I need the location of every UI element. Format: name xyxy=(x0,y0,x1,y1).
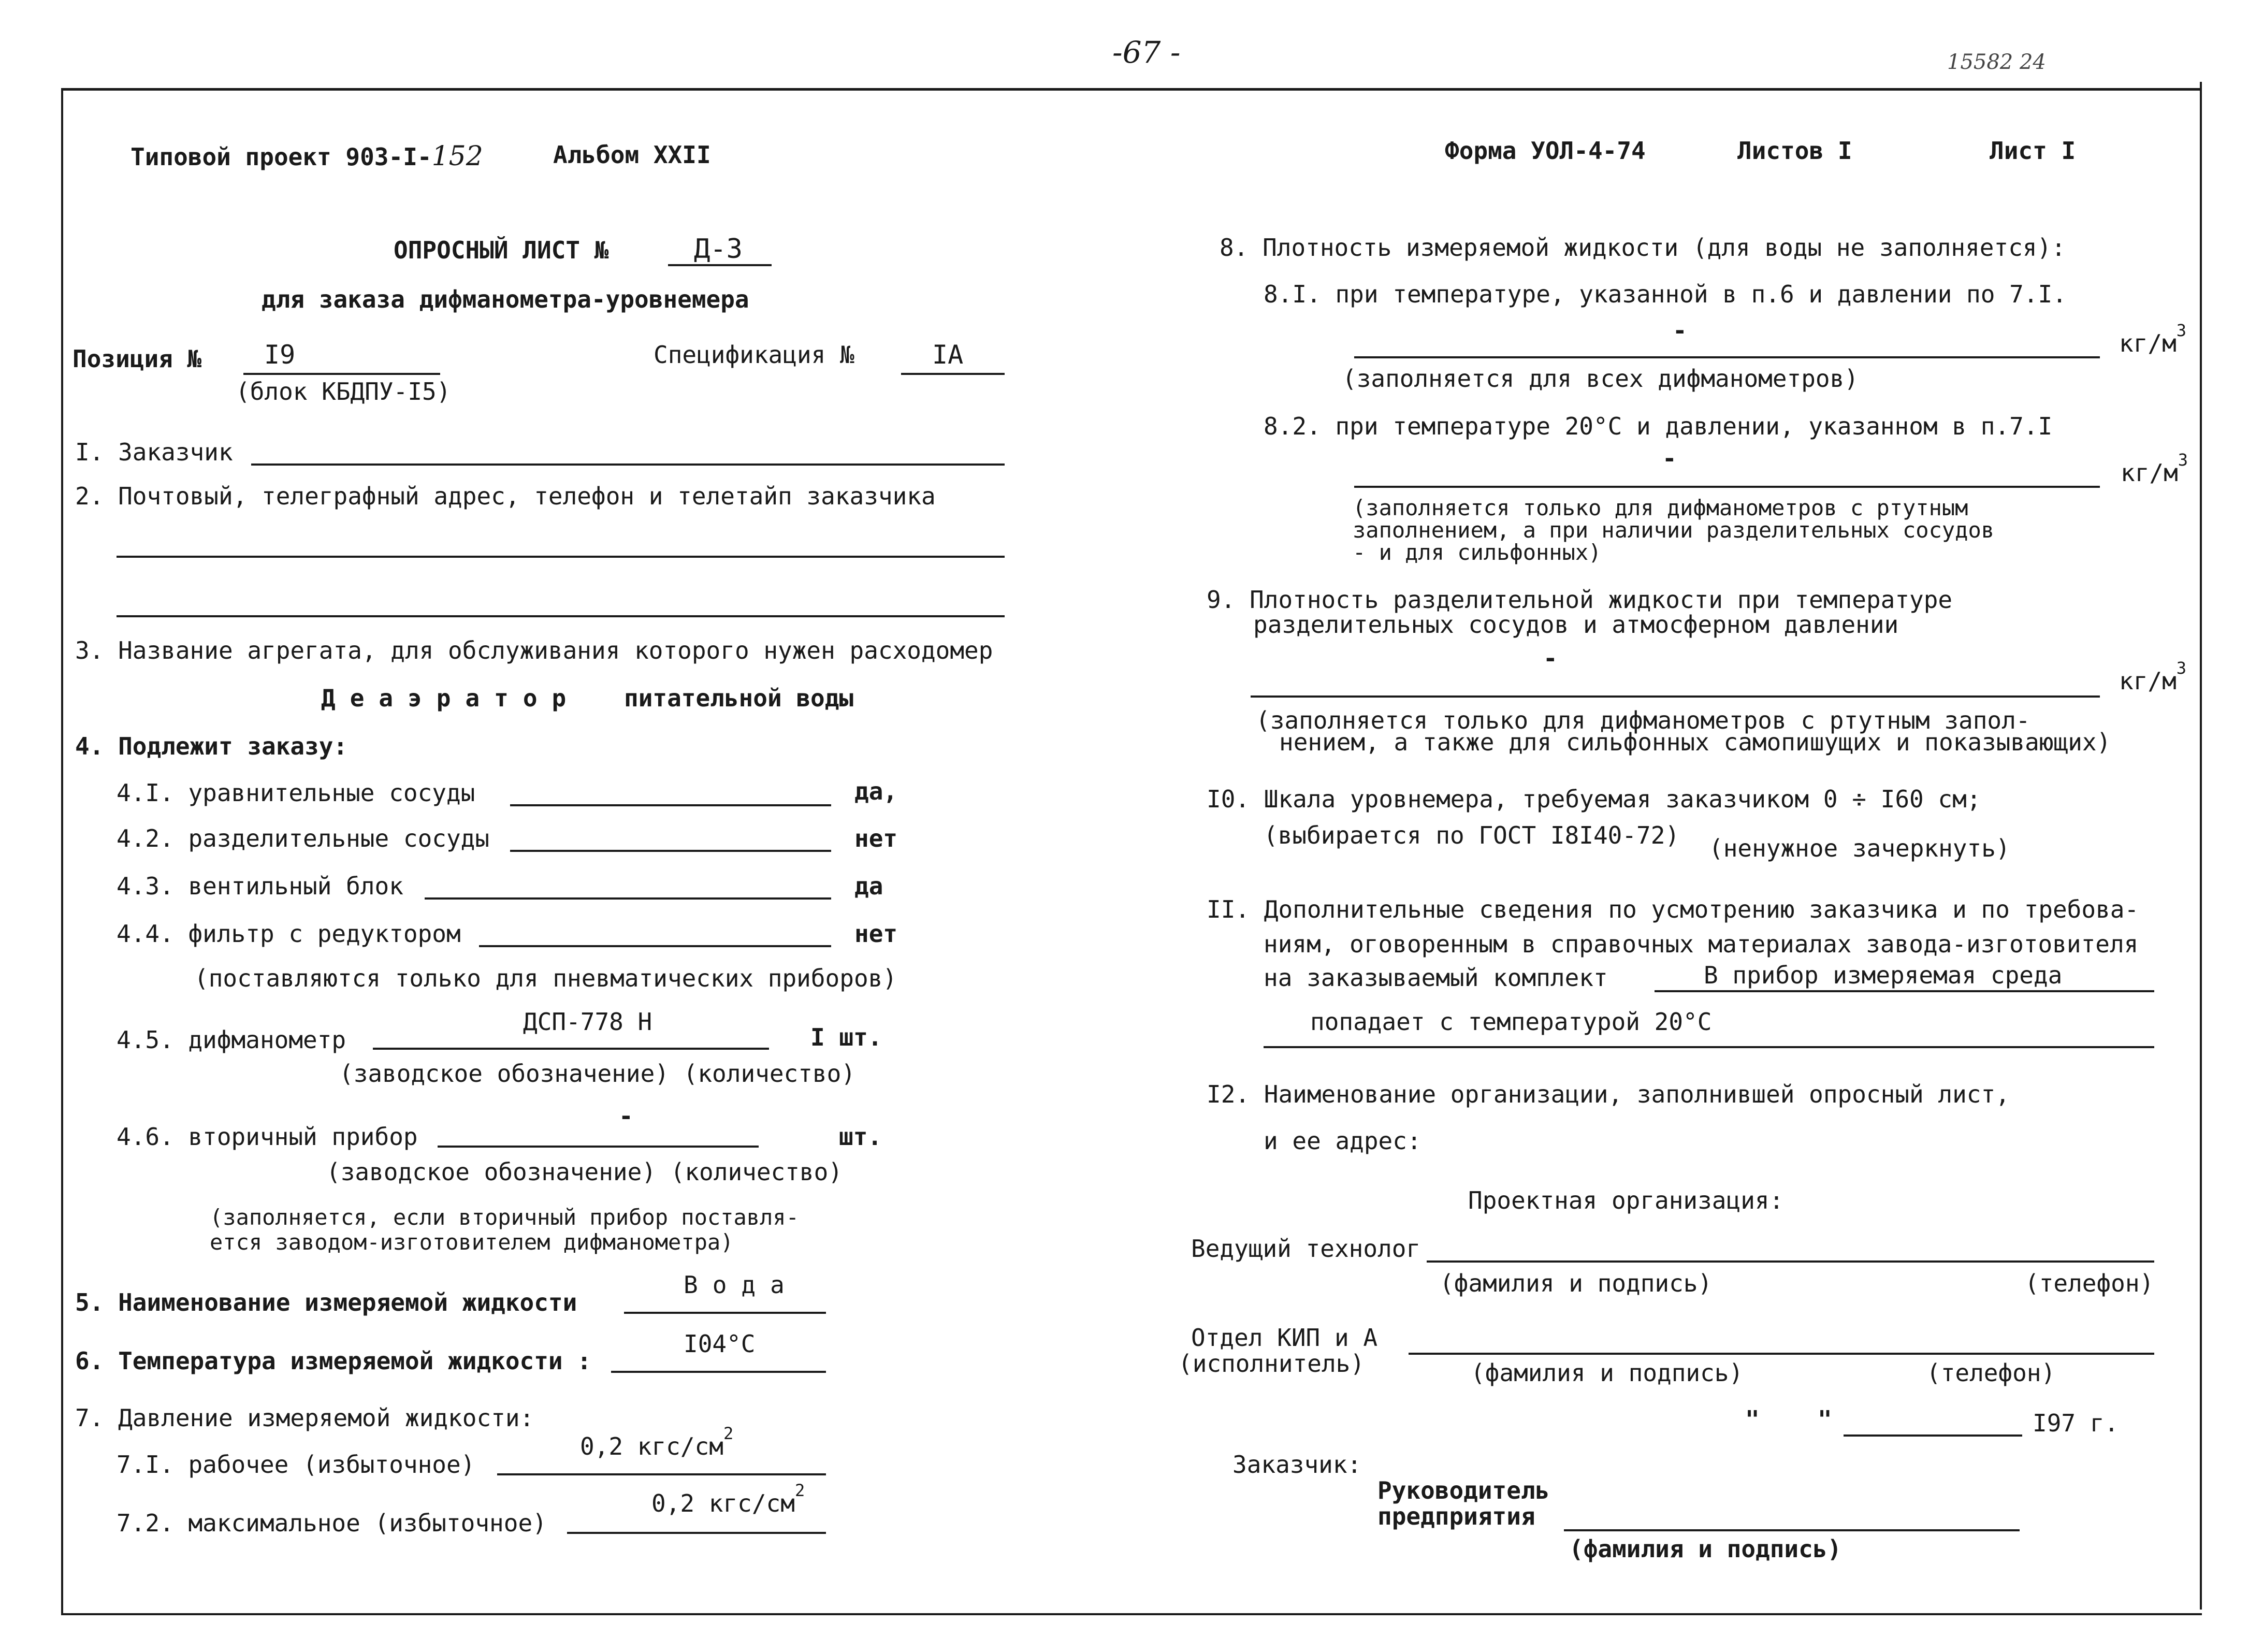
item-2-label: 2. Почтовый, телеграфный адрес, телефон и телетайп заказчика xyxy=(75,482,936,510)
item-4-6-note-1: (заполняется, если вторичный прибор поставля- xyxy=(210,1205,799,1230)
dept-line xyxy=(1409,1353,2154,1355)
item-5-line xyxy=(624,1312,826,1314)
item-4-5-label: 4.5. дифманометр xyxy=(117,1026,346,1054)
item-4-1-line xyxy=(510,804,831,806)
item-9-line xyxy=(1251,695,2100,698)
form-subtitle: для заказа дифманометра-уровнемера xyxy=(262,285,749,313)
item-6-line xyxy=(611,1371,826,1373)
item-4-6-value: - xyxy=(619,1102,633,1130)
item-4-2-label: 4.2. разделительные сосуды xyxy=(117,824,490,852)
item-8-2-value: - xyxy=(1662,444,1677,472)
item-7-2-line xyxy=(567,1532,826,1534)
item-4-4-line xyxy=(479,945,831,947)
item-8-1-value: - xyxy=(1673,316,1687,344)
item-11-label-3: на заказываемый комплект xyxy=(1264,964,1608,992)
lead-name-caption: (фамилия и подпись) xyxy=(1440,1269,1713,1297)
item-6-label: 6. Температура измеряемой жидкости : xyxy=(75,1347,591,1375)
form-title: ОПРОСНЫЙ ЛИСТ № xyxy=(394,236,609,264)
design-org-label: Проектная организация: xyxy=(1468,1186,1784,1214)
item-4-6-note-2: ется заводом-изготовителем дифманометра) xyxy=(210,1229,734,1255)
dept-phone-caption: (телефон) xyxy=(1926,1359,2056,1387)
spec-line xyxy=(901,373,1005,375)
corner-code: 15582 24 xyxy=(1947,50,2046,74)
head-name-caption: (фамилия и подпись) xyxy=(1569,1535,1842,1563)
position-block: (блок КБДПУ-I5) xyxy=(236,378,451,405)
head-line xyxy=(1564,1529,2020,1531)
item-8-1-unit: $кг/м^3$ xyxy=(2119,321,2187,357)
date-quote-open: " xyxy=(1745,1405,1760,1433)
customer-label: Заказчик: xyxy=(1232,1451,1362,1479)
item-8-2-line xyxy=(1354,486,2100,488)
item-4-6-line xyxy=(438,1146,759,1148)
item-8-2-note-1: (заполняется только для дифманометров с ртутным xyxy=(1353,495,1968,520)
spec-label: Спецификация № xyxy=(654,341,854,369)
item-9-note-2: нением, а также для сильфонных самопишущих и показывающих) xyxy=(1279,728,2111,756)
date-year: I97 г. xyxy=(2033,1409,2119,1437)
item-9-note-1: (заполняется только для дифманометров с ртутным запол- xyxy=(1256,706,2030,734)
item-9-value: - xyxy=(1543,644,1558,672)
item-6-value: I04°C xyxy=(684,1330,756,1358)
project-label: Типовой проект 903-I-152 xyxy=(130,141,483,172)
form-code: Форма УОЛ-4-74 xyxy=(1445,137,1646,165)
item-11-label-2: ниям, оговоренным в справочных материалах завода-изготовителя xyxy=(1264,930,2139,958)
dept-label-1: Отдел КИП и А xyxy=(1191,1324,1378,1352)
item-4-2-value: нет xyxy=(854,824,898,852)
form-frame-right xyxy=(2200,82,2202,1610)
head-label-2: предприятия xyxy=(1377,1502,1535,1530)
head-label-1: Руководитель xyxy=(1377,1476,1550,1504)
position-line xyxy=(243,373,440,375)
item-10-gost: (выбирается по ГОСТ I8I40-72) xyxy=(1264,821,1680,849)
item-4-3-value: да xyxy=(854,872,883,900)
item-8-2-unit: $кг/м^3$ xyxy=(2121,450,2188,487)
item-11-label-1: II. Дополнительные сведения по усмотрению заказчика и по требова- xyxy=(1207,895,2139,923)
lead-technologist-label: Ведущий технолог xyxy=(1191,1235,1421,1263)
lead-phone-caption: (телефон) xyxy=(2025,1269,2154,1297)
item-8-2-note-2: заполнением, а при наличии разделительных сосудов xyxy=(1353,517,1995,543)
item-4-3-line xyxy=(425,897,831,900)
item-5-label: 5. Наименование измеряемой жидкости xyxy=(75,1288,577,1316)
item-7-1-line xyxy=(497,1473,826,1475)
item-2-line-2 xyxy=(117,615,1005,617)
dept-name-caption: (фамилия и подпись) xyxy=(1471,1359,1744,1387)
item-1-label: I. Заказчик xyxy=(75,438,233,466)
item-4-5-line xyxy=(373,1048,769,1050)
item-8-label: 8. Плотность измеряемой жидкости (для воды не заполняется): xyxy=(1220,234,2066,262)
item-3-value-a: Деаэратор xyxy=(321,684,581,712)
item-12-label-2: и ее адрес: xyxy=(1264,1127,1421,1155)
item-7-1-label: 7.I. рабочее (избыточное) xyxy=(117,1451,475,1479)
item-1-line xyxy=(251,463,1005,466)
item-7-1-value: 0,2 кгс/$см^2$ xyxy=(580,1424,734,1460)
item-11-value-2: попадает с температурой 20°С xyxy=(1310,1008,1712,1036)
dept-label-2: (исполнитель) xyxy=(1178,1350,1365,1378)
item-9-label-1: 9. Плотность разделительной жидкости при температуре xyxy=(1207,586,1953,614)
spec-value: IA xyxy=(932,340,964,370)
date-line xyxy=(1844,1434,2022,1437)
item-4-2-line xyxy=(510,850,831,852)
item-4-6-quantity: шт. xyxy=(839,1123,882,1151)
item-4-4-note: (поставляются только для пневматических приборов) xyxy=(194,964,897,992)
item-4-6-label: 4.6. вторичный прибор xyxy=(117,1123,418,1151)
item-4-5-value: ДСП-778 Н xyxy=(523,1008,652,1036)
item-4-5-quantity: I шт. xyxy=(810,1023,882,1051)
item-8-1-line xyxy=(1354,356,2100,358)
item-10-strike-note: (ненужное зачеркнуть) xyxy=(1709,834,2010,862)
item-11-line-2 xyxy=(1264,1046,2154,1048)
item-8-2-note-3: - и для сильфонных) xyxy=(1353,540,1602,565)
item-3-label: 3. Название агрегата, для обслуживания которого нужен расходомер xyxy=(75,636,993,664)
item-4-3-label: 4.3. вентильный блок xyxy=(117,872,403,900)
page-number: -67 - xyxy=(1112,35,1181,70)
lead-technologist-line xyxy=(1427,1260,2154,1263)
item-4-6-caption: (заводское обозначение) (количество) xyxy=(326,1158,843,1186)
item-10-label: I0. Шкала уровнемера, требуемая заказчиком 0 ÷ I60 см; xyxy=(1207,785,1981,813)
item-5-value: Вода xyxy=(684,1271,799,1299)
item-11-line-1 xyxy=(1655,990,2154,992)
item-9-unit: $кг/м^3$ xyxy=(2119,658,2187,695)
item-2-line-1 xyxy=(117,556,1005,558)
item-4-4-value: нет xyxy=(854,920,898,948)
item-12-label-1: I2. Наименование организации, заполнившей опросный лист, xyxy=(1207,1080,2010,1108)
position-label: Позиция № xyxy=(72,345,202,373)
item-7-2-value: 0,2 кгс/$см^2$ xyxy=(651,1481,805,1517)
item-7-label: 7. Давление измеряемой жидкости: xyxy=(75,1404,534,1432)
sheets-total: Листов I xyxy=(1737,137,1852,165)
item-11-value-1: В прибор измеряемая среда xyxy=(1704,961,2063,989)
sheet-number: Лист I xyxy=(1990,137,2076,165)
item-4-4-label: 4.4. фильтр с редуктором xyxy=(117,920,461,948)
position-value: I9 xyxy=(264,340,296,370)
form-number-line xyxy=(668,264,772,266)
item-4-label: 4. Подлежит заказу: xyxy=(75,732,348,760)
item-4-1-value: да, xyxy=(854,777,898,805)
form-number: Д-3 xyxy=(694,234,743,265)
item-8-2-label: 8.2. при температуре 20°С и давлении, указанном в п.7.I xyxy=(1264,412,2053,440)
item-3-value-b: питательной воды xyxy=(624,684,854,712)
item-7-2-label: 7.2. максимальное (избыточное) xyxy=(117,1509,547,1537)
item-8-1-label: 8.I. при температуре, указанной в п.6 и давлении по 7.I. xyxy=(1264,280,2067,308)
item-4-5-caption: (заводское обозначение) (количество) xyxy=(339,1060,855,1088)
item-4-1-label: 4.I. уравнительные сосуды xyxy=(117,779,475,807)
album-label: Альбом XXII xyxy=(553,141,711,169)
item-9-label-2: разделительных сосудов и атмосферном давлении xyxy=(1253,611,1899,639)
date-quote-close: " xyxy=(1818,1405,1832,1433)
item-8-1-note: (заполняется для всех дифманометров) xyxy=(1342,365,1859,393)
